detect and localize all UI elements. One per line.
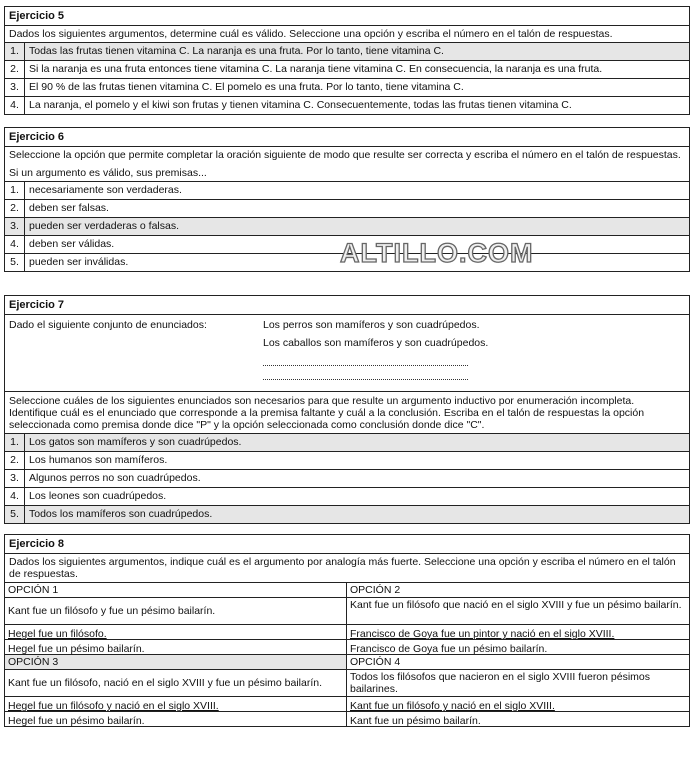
statement-2: Los caballos son mamíferos y son cuadrúpedos. <box>263 337 489 349</box>
exercise-6-intro: Seleccione la opción que permite completar la oración siguiente de modo que resulte ser correcta y escriba el número en el talón de respuestas. <box>9 149 681 161</box>
option-3-premise-2: Hegel fue un filósofo y nació en el siglo XVIII. <box>8 700 219 712</box>
option-number: 3. <box>5 470 25 487</box>
option-text: Algunos perros no son cuadrúpedos. <box>29 472 201 484</box>
option-row <box>5 506 689 523</box>
watermark-logo: ALTILLO.COM <box>340 238 534 268</box>
option-number: 2. <box>5 452 25 469</box>
option-row <box>5 470 689 488</box>
blank-line-premise <box>263 357 468 366</box>
option-1-label: OPCIÓN 1 <box>5 583 347 597</box>
option-2-premise-2: Francisco de Goya fue un pintor y nació en el siglo XVIII. <box>350 628 615 640</box>
option-text: El 90 % de las frutas tienen vitamina C. El pomelo es una fruta. Por lo tanto, tiene vitamina C. <box>29 81 464 93</box>
option-number: 4. <box>5 97 25 114</box>
option-text: La naranja, el pomelo y el kiwi son frutas y tienen vitamina C. Consecuentemente, todas las frutas tienen vitamina C. <box>29 99 572 111</box>
options-line-2 <box>5 625 689 640</box>
option-number: 1. <box>5 434 25 451</box>
option-2-conclusion: Francisco de Goya fue un pésimo bailarín. <box>350 643 548 655</box>
option-text: deben ser falsas. <box>29 202 109 214</box>
option-row <box>5 488 689 506</box>
exercise-7 <box>4 295 690 524</box>
option-row <box>5 200 689 218</box>
options-line-1 <box>5 670 689 697</box>
exercise-8-intro: Dados los siguientes argumentos, indique cuál es el argumento por analogía más fuerte. Seleccione una opción y escriba el número en el talón de respuestas. <box>5 554 689 583</box>
option-text: pueden ser inválidas. <box>29 256 129 268</box>
exercise-8-title: Ejercicio 8 <box>5 535 689 554</box>
option-number: 5. <box>5 254 25 271</box>
exercise-7-title: Ejercicio 7 <box>5 296 689 315</box>
option-text: pueden ser verdaderas o falsas. <box>29 220 180 232</box>
options-header-row <box>5 655 689 670</box>
option-text: Los gatos son mamíferos y son cuadrúpedos. <box>29 436 242 448</box>
option-row <box>5 97 689 114</box>
option-3-premise-1: Kant fue un filósofo, nació en el siglo XVIII y fue un pésimo bailarín. <box>8 677 323 689</box>
option-row <box>5 452 689 470</box>
exercise-5-title: Ejercicio 5 <box>5 7 689 26</box>
option-number: 2. <box>5 61 25 78</box>
option-text: Todas las frutas tienen vitamina C. La naranja es una fruta. Por lo tanto, tiene vitamina C. <box>29 45 444 57</box>
options-line-1 <box>5 598 689 625</box>
options-header-row <box>5 583 689 598</box>
exercise-6-title: Ejercicio 6 <box>5 128 689 147</box>
exercise-7-statements <box>5 315 689 392</box>
option-1-conclusion: Hegel fue un pésimo bailarín. <box>5 640 347 654</box>
option-1-premise-1: Kant fue un filósofo y fue un pésimo bailarín. <box>8 605 216 617</box>
option-number: 4. <box>5 488 25 505</box>
options-line-3 <box>5 640 689 655</box>
exercise-8 <box>4 534 690 727</box>
statement-1: Los perros son mamíferos y son cuadrúpedos. <box>263 319 480 331</box>
option-number: 5. <box>5 506 25 523</box>
option-text: Todos los mamíferos son cuadrúpedos. <box>29 508 213 520</box>
option-row <box>5 218 689 236</box>
option-1-premise-2: Hegel fue un filósofo. <box>8 628 107 640</box>
option-3-label: OPCIÓN 3 <box>5 655 347 669</box>
option-number: 3. <box>5 79 25 96</box>
options-line-3 <box>5 712 689 726</box>
option-number: 1. <box>5 43 25 60</box>
blank-line-conclusion <box>263 371 468 380</box>
options-line-2 <box>5 697 689 712</box>
exercise-7-label: Dado el siguiente conjunto de enunciados: <box>9 319 207 331</box>
option-4-premise-2: Kant fue un filósofo y nació en el siglo XVIII. <box>350 700 555 712</box>
option-4-label: OPCIÓN 4 <box>347 655 689 669</box>
option-number: 2. <box>5 200 25 217</box>
option-3-conclusion: Hegel fue un pésimo bailarín. <box>5 712 347 726</box>
option-2-premise-1: Kant fue un filósofo que nació en el siglo XVIII y fue un pésimo bailarín. <box>350 599 682 611</box>
option-text: Si la naranja es una fruta entonces tiene vitamina C. La naranja tiene vitamina C. En consecuencia, la naranja es una fruta. <box>29 63 603 75</box>
option-number: 4. <box>5 236 25 253</box>
option-number: 1. <box>5 182 25 199</box>
option-text: Los leones son cuadrúpedos. <box>29 490 167 502</box>
option-number: 3. <box>5 218 25 235</box>
option-text: necesariamente son verdaderas. <box>29 184 182 196</box>
option-row <box>5 79 689 97</box>
option-row <box>5 43 689 61</box>
option-4-premise-1: Todos los filósofos que nacieron en el siglo XVIII fueron pésimos bailarines. <box>350 671 651 695</box>
option-text: deben ser válidas. <box>29 238 115 250</box>
option-row <box>5 61 689 79</box>
option-2-label: OPCIÓN 2 <box>350 584 401 596</box>
option-4-conclusion: Kant fue un pésimo bailarín. <box>350 715 481 727</box>
option-row <box>5 434 689 452</box>
exercise-7-instructions: Seleccione cuáles de los siguientes enunciados son necesarios para que resulte un argumento inductivo por enumeración incompleta. Identifique cuál es el enunciado que corresponde a la premisa faltante y cuál a la conclusión. Escriba en el talón de respuestas la opción seleccionada como premisa donde dice "P" y la opción seleccionada como conclusión donde dice "C". <box>5 392 689 434</box>
exercise-6-stem: Si un argumento es válido, sus premisas... <box>5 165 689 182</box>
option-text: Los humanos son mamíferos. <box>29 454 168 466</box>
option-row <box>5 182 689 200</box>
exercise-5-intro: Dados los siguientes argumentos, determine cuál es válido. Seleccione una opción y escriba el número en el talón de respuestas. <box>5 26 689 43</box>
exercise-5 <box>4 6 690 115</box>
